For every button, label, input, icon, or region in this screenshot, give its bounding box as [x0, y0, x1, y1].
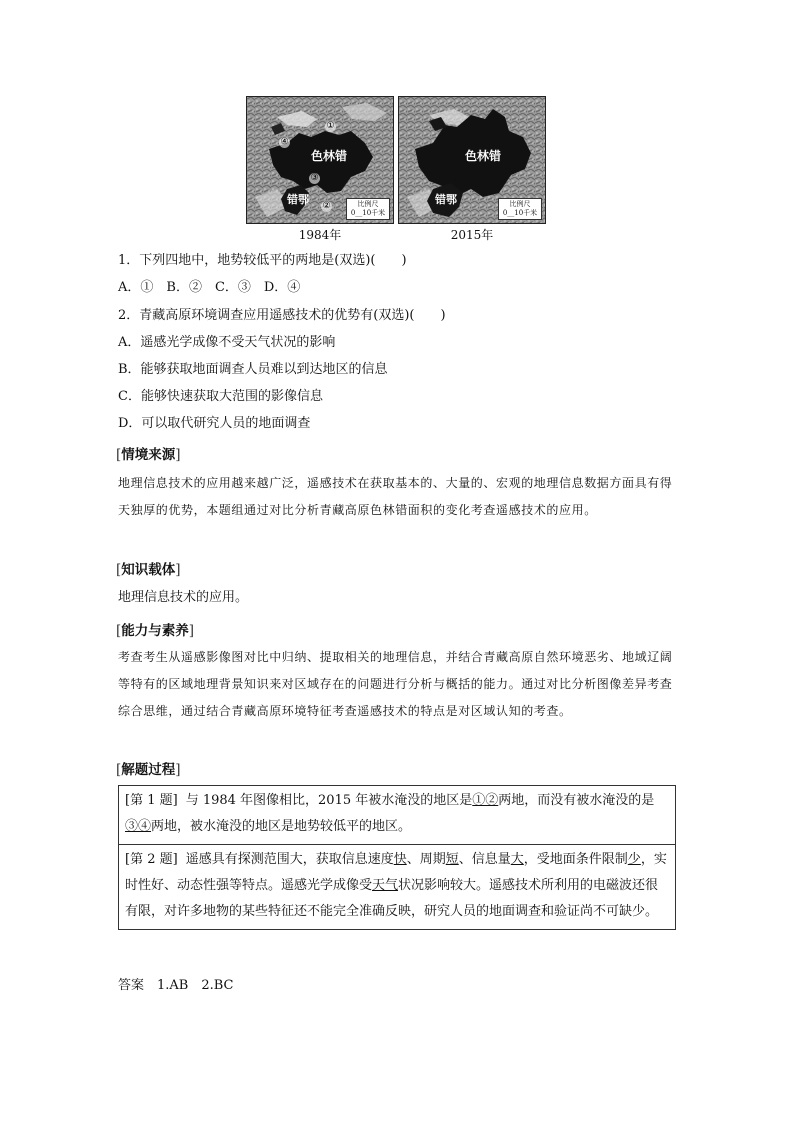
- lake-label-small-2015: 错鄂: [435, 193, 457, 206]
- section-head-knowledge: [知识载体]: [116, 562, 181, 578]
- year-caption-left: 1984年: [298, 228, 342, 242]
- section-title-process: 解题过程: [121, 762, 176, 778]
- question-1: 1．下列四地中，地势较低平的两地是(双选)( ): [118, 253, 407, 268]
- section-title-ability: 能力与素养: [121, 623, 189, 639]
- question-2: 2．青藏高原环境调查应用遥感技术的优势有(双选)( ): [118, 308, 446, 323]
- question-2-option-c: C．能够快速获取大范围的影像信息: [118, 389, 323, 404]
- solution-q1-tag: [第 1 题]: [125, 793, 178, 808]
- solution-q2-text-a: 遥感具有探测范围大，获取信息速度: [185, 852, 394, 867]
- scale-title: 比例尺: [357, 200, 379, 208]
- solution-q1-text-a: 与 1984 年图像相比，2015 年被水淹没的地区是: [185, 793, 473, 808]
- solution-q2-underline-2: 短: [445, 852, 459, 867]
- scale-bar-2015: [498, 198, 542, 220]
- solution-box: [118, 785, 676, 930]
- solution-q2-underline-5: 天气: [372, 878, 399, 893]
- section-title-knowledge: 知识载体: [121, 562, 176, 578]
- solution-q2-text-d: ，受地面条件限制: [523, 852, 628, 867]
- scale-title-2015: 比例尺: [509, 200, 531, 208]
- solution-q2-underline-3: 大: [510, 852, 524, 867]
- solution-q2-text-e: ，实时性好、动态性强等特点。遥感光学成像受: [125, 852, 667, 893]
- solution-q2-tag: [第 2 题]: [125, 852, 178, 867]
- marker-1: ①: [326, 121, 335, 131]
- year-caption-right: 2015年: [450, 228, 494, 242]
- scale-value: 0__10千米: [350, 209, 386, 217]
- map-1984: [246, 96, 394, 224]
- scale-bar: [346, 198, 390, 220]
- question-2-option-b: B．能够获取地面调查人员难以到达地区的信息: [118, 362, 388, 377]
- question-2-option-d: D．可以取代研究人员的地面调查: [118, 416, 311, 431]
- solution-q1-text-c: 两地，被水淹没的地区是地势较低平的地区。: [151, 819, 412, 834]
- section-text-knowledge: 地理信息技术的应用。: [118, 590, 249, 605]
- answer-line: 答案 1.AB 2.BC: [118, 978, 234, 993]
- scale-value-2015: 0__10千米: [502, 209, 538, 217]
- solution-q2-underline-1: 快: [393, 852, 407, 867]
- question-1-options: A．① B．② C．③ D．④: [118, 280, 301, 295]
- section-head-ability: [能力与素养]: [116, 623, 195, 639]
- remote-sensing-figure: [246, 96, 548, 244]
- lake-label-small: 错鄂: [287, 193, 309, 206]
- marker-4: ④: [280, 137, 289, 147]
- solution-q1-underline-2: ③④: [125, 819, 152, 834]
- lake-label-main-2015: 色林错: [465, 149, 502, 163]
- section-title-source: 情境来源: [121, 447, 176, 463]
- map-2015: [398, 96, 546, 224]
- section-head-source: [情境来源]: [116, 447, 181, 463]
- solution-q1-text-b: 两地，而没有被水淹没的是: [498, 793, 655, 808]
- solution-q1-underline-1: ①②: [472, 793, 499, 808]
- solution-q2-text-f: 状况影响较大。遥感技术所利用的电磁波还很有限，对许多地物的某些特征还不能完全准确反映，研究人员的地面调查和验证尚不可缺少。: [125, 878, 659, 919]
- solution-q2: [119, 844, 675, 929]
- section-head-process: [解题过程]: [116, 762, 181, 778]
- lake-label-main: 色林错: [311, 149, 348, 163]
- section-text-source: 地理信息技术的应用越来越广泛，遥感技术在获取基本的、大量的、宏观的地理信息数据方面具有得天独厚的优势，本题组通过对比分析青藏高原色林错面积的变化考查遥感技术的应用。: [118, 476, 673, 517]
- solution-q2-underline-4: 少: [627, 852, 641, 867]
- solution-q1: [119, 786, 675, 844]
- solution-q2-text-b: 、周期: [406, 852, 446, 867]
- marker-2: ②: [322, 201, 331, 211]
- marker-3: ③: [310, 173, 319, 183]
- question-2-option-a: A．遥感光学成像不受天气状况的影响: [118, 335, 336, 350]
- solution-q2-text-c: 、信息量: [458, 852, 511, 867]
- section-text-ability: 考查考生从遥感影像图对比中归纳、提取相关的地理信息，并结合青藏高原自然环境恶劣、地域辽阔等特有的区域地理背景知识来对区域存在的问题进行分析与概括的能力。通过对比分析图像差异考查综合思维，通过结合青藏高原环境特征考查遥感技术的特点是对区域认知的考查。: [118, 650, 673, 718]
